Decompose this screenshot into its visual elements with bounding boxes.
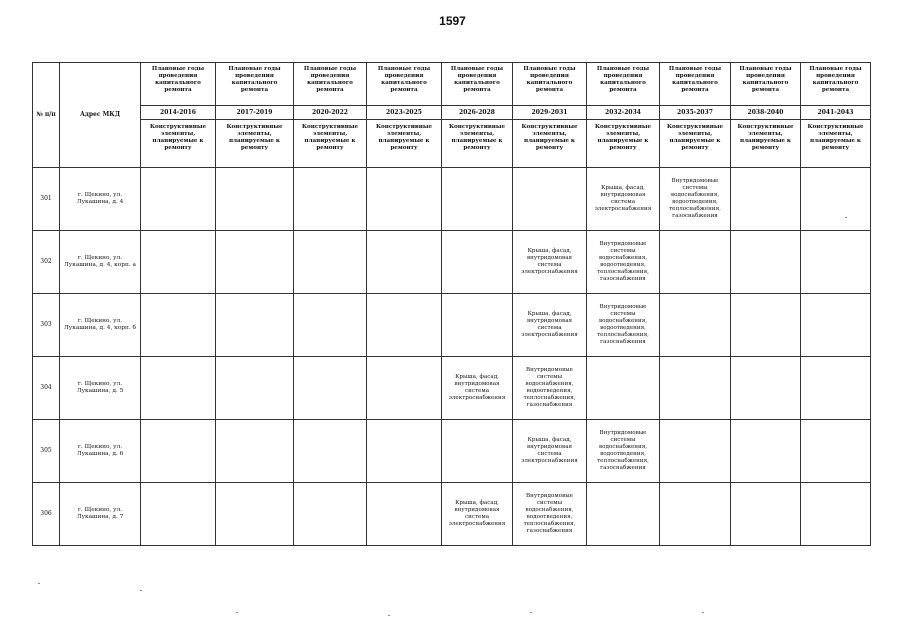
table-cell bbox=[367, 483, 442, 546]
row-address: г. Щекино, ул. Лукашина, д. 6 bbox=[60, 420, 141, 483]
table-cell bbox=[587, 483, 660, 546]
table-cell bbox=[141, 168, 216, 231]
table-cell bbox=[731, 231, 801, 294]
scan-speck bbox=[845, 217, 847, 218]
table-cell bbox=[141, 357, 216, 420]
table-row bbox=[33, 231, 871, 294]
table-cell bbox=[141, 294, 216, 357]
page-number: 1597 bbox=[439, 14, 466, 28]
header-row-elements bbox=[33, 120, 871, 168]
row-address: г. Щекино, ул. Лукашина, д. 4, корп. б bbox=[60, 294, 141, 357]
elements-header: Конструктивные элементы, планируемые к ремонту bbox=[801, 120, 871, 168]
header-row-years bbox=[33, 106, 871, 120]
table-row bbox=[33, 168, 871, 231]
table-cell bbox=[660, 357, 731, 420]
table-cell bbox=[442, 168, 513, 231]
table-cell bbox=[731, 357, 801, 420]
scan-speck bbox=[236, 612, 238, 613]
table-cell bbox=[731, 294, 801, 357]
table-cell bbox=[294, 357, 367, 420]
table-cell: Крыша, фасад, внутридомовая система электроснабжения bbox=[442, 483, 513, 546]
table-cell: Крыша, фасад, внутридомовая система электроснабжения bbox=[513, 231, 587, 294]
scan-speck bbox=[530, 612, 532, 613]
period-header: Плановые годы проведения капитального ремонта bbox=[367, 63, 442, 106]
scan-speck bbox=[38, 583, 40, 584]
table-cell bbox=[801, 168, 871, 231]
row-address: г. Щекино, ул. Лукашина, д. 4, корп. а bbox=[60, 231, 141, 294]
scan-speck bbox=[702, 612, 704, 613]
elements-header: Конструктивные элементы, планируемые к ремонту bbox=[216, 120, 294, 168]
elements-header: Конструктивные элементы, планируемые к ремонту bbox=[660, 120, 731, 168]
table-cell bbox=[731, 420, 801, 483]
col-addr-header: Адрес МКД bbox=[60, 63, 141, 168]
period-header: Плановые годы проведения капитального ремонта bbox=[513, 63, 587, 106]
table-cell bbox=[801, 483, 871, 546]
period-header: Плановые годы проведения капитального ремонта bbox=[660, 63, 731, 106]
table-cell bbox=[216, 483, 294, 546]
years-header: 2026-2028 bbox=[442, 106, 513, 120]
row-number: 303 bbox=[33, 294, 60, 357]
period-header: Плановые годы проведения капитального ремонта bbox=[141, 63, 216, 106]
capital-repair-plan-table bbox=[32, 62, 871, 546]
table-cell bbox=[731, 168, 801, 231]
table-cell bbox=[513, 168, 587, 231]
years-header: 2023-2025 bbox=[367, 106, 442, 120]
table-cell: Крыша, фасад, внутридомовая система электроснабжения bbox=[587, 168, 660, 231]
table-row bbox=[33, 357, 871, 420]
years-header: 2038-2040 bbox=[731, 106, 801, 120]
years-header: 2014-2016 bbox=[141, 106, 216, 120]
period-header: Плановые годы проведения капитального ремонта bbox=[442, 63, 513, 106]
table-cell bbox=[587, 357, 660, 420]
period-header: Плановые годы проведения капитального ремонта bbox=[801, 63, 871, 106]
table-cell bbox=[294, 231, 367, 294]
row-number: 304 bbox=[33, 357, 60, 420]
table-cell bbox=[660, 231, 731, 294]
table-cell bbox=[141, 420, 216, 483]
table-cell bbox=[367, 294, 442, 357]
table-cell bbox=[660, 420, 731, 483]
row-number: 301 bbox=[33, 168, 60, 231]
row-number: 306 bbox=[33, 483, 60, 546]
table-cell bbox=[216, 357, 294, 420]
table-cell: Крыша, фасад, внутридомовая система электроснабжения bbox=[442, 357, 513, 420]
period-header: Плановые годы проведения капитального ремонта bbox=[294, 63, 367, 106]
table-cell: Крыша, фасад, внутридомовая система электроснабжения bbox=[513, 294, 587, 357]
table-row bbox=[33, 420, 871, 483]
table-cell bbox=[367, 357, 442, 420]
header-row-period bbox=[33, 63, 871, 106]
years-header: 2017-2019 bbox=[216, 106, 294, 120]
table-cell bbox=[216, 420, 294, 483]
elements-header: Конструктивные элементы, планируемые к ремонту bbox=[513, 120, 587, 168]
table-cell bbox=[801, 357, 871, 420]
table-cell bbox=[367, 420, 442, 483]
elements-header: Конструктивные элементы, планируемые к ремонту bbox=[442, 120, 513, 168]
table-cell bbox=[294, 168, 367, 231]
table-cell bbox=[442, 294, 513, 357]
table-cell bbox=[801, 294, 871, 357]
years-header: 2032-2034 bbox=[587, 106, 660, 120]
table-cell bbox=[442, 420, 513, 483]
table-cell bbox=[294, 420, 367, 483]
table-cell: Внутридомовые системы водоснабжения, водоотведения, теплоснабжения, газоснабжения bbox=[587, 231, 660, 294]
table-cell bbox=[216, 294, 294, 357]
table-cell bbox=[731, 483, 801, 546]
table-cell bbox=[216, 231, 294, 294]
table-cell bbox=[141, 231, 216, 294]
table-cell bbox=[660, 294, 731, 357]
table-cell bbox=[294, 483, 367, 546]
table-row bbox=[33, 294, 871, 357]
row-address: г. Щекино, ул. Лукашина, д. 7 bbox=[60, 483, 141, 546]
years-header: 2020-2022 bbox=[294, 106, 367, 120]
period-header: Плановые годы проведения капитального ремонта bbox=[731, 63, 801, 106]
scan-speck bbox=[388, 615, 390, 616]
table-cell bbox=[141, 483, 216, 546]
table-cell bbox=[216, 168, 294, 231]
table-cell: Внутридомовые системы водоснабжения, водоотведения, теплоснабжения, газоснабжения bbox=[513, 357, 587, 420]
elements-header: Конструктивные элементы, планируемые к ремонту bbox=[731, 120, 801, 168]
elements-header: Конструктивные элементы, планируемые к ремонту bbox=[294, 120, 367, 168]
table-cell: Внутридомовые системы водоснабжения, водоотведения, теплоснабжения, газоснабжения bbox=[587, 420, 660, 483]
years-header: 2041-2043 bbox=[801, 106, 871, 120]
table-cell bbox=[442, 231, 513, 294]
table-cell bbox=[660, 483, 731, 546]
period-header: Плановые годы проведения капитального ремонта bbox=[587, 63, 660, 106]
period-header: Плановые годы проведения капитального ремонта bbox=[216, 63, 294, 106]
elements-header: Конструктивные элементы, планируемые к ремонту bbox=[141, 120, 216, 168]
col-num-header: № п/п bbox=[33, 63, 60, 168]
row-address: г. Щекино, ул. Лукашина, д. 4 bbox=[60, 168, 141, 231]
years-header: 2035-2037 bbox=[660, 106, 731, 120]
years-header: 2029-2031 bbox=[513, 106, 587, 120]
elements-header: Конструктивные элементы, планируемые к ремонту bbox=[587, 120, 660, 168]
table-cell: Внутридомовые системы водоснабжения, водоотведения, теплоснабжения, газоснабжения bbox=[513, 483, 587, 546]
table-cell: Внутридомовые системы водоснабжения, водоотведения, теплоснабжения, газоснабжения bbox=[660, 168, 731, 231]
table-cell: Крыша, фасад, внутридомовая система электроснабжения bbox=[513, 420, 587, 483]
table-cell bbox=[367, 231, 442, 294]
elements-header: Конструктивные элементы, планируемые к ремонту bbox=[367, 120, 442, 168]
row-number: 305 bbox=[33, 420, 60, 483]
table-cell bbox=[294, 294, 367, 357]
table-cell bbox=[801, 420, 871, 483]
table-row bbox=[33, 483, 871, 546]
row-address: г. Щекино, ул. Лукашина, д. 5 bbox=[60, 357, 141, 420]
table-cell bbox=[801, 231, 871, 294]
scan-speck bbox=[140, 590, 142, 591]
row-number: 302 bbox=[33, 231, 60, 294]
table-cell: Внутридомовые системы водоснабжения, водоотведения, теплоснабжения, газоснабжения bbox=[587, 294, 660, 357]
table-cell bbox=[367, 168, 442, 231]
